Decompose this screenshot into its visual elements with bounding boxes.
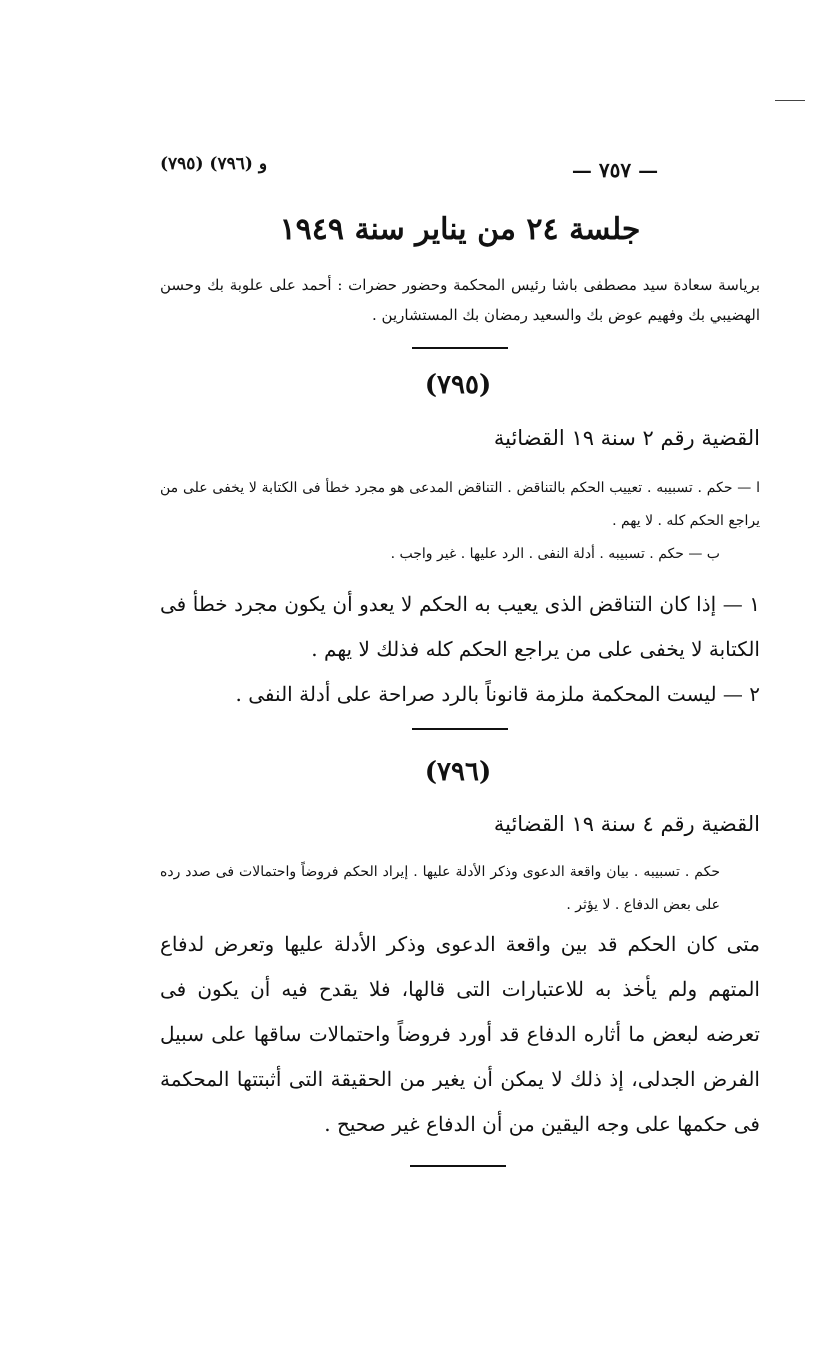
divider-rule <box>410 1165 506 1167</box>
session-title: جلسة ٢٤ من يناير سنة ١٩٤٩ <box>279 212 641 247</box>
page-header <box>160 150 760 190</box>
divider-rule <box>412 347 508 349</box>
page-number: — ٧٥٧ — <box>571 158 659 182</box>
case-795-summary <box>160 472 760 571</box>
case-references: (٧٩٥) و (٧٩٦) <box>160 154 268 174</box>
case-795-principle-1: ١ — إذا كان التناقض الذى يعيب به الحكم لا يعدو أن يكون مجرد خطأ فى الكتابة لا يخفى على من يراجع الحكم كله فذلك لا يهم . <box>160 592 760 661</box>
case-795-body <box>160 582 760 717</box>
case-795-summary-a: ا — حكم . تسبيبه . تعييب الحكم بالتناقض . التناقض المدعى هو مجرد خطأ فى الكتابة لا يخفى على من يراجع الحكم كله . لا يهم . <box>160 480 760 529</box>
case-796-heading: القضية رقم ٤ سنة ١٩ القضائية <box>493 812 760 836</box>
case-795-heading: القضية رقم ٢ سنة ١٩ القضائية <box>493 426 760 450</box>
case-795-number: (٧٩٥) <box>424 370 492 400</box>
case-796-summary <box>160 856 760 922</box>
case-796-body <box>160 922 760 1147</box>
case-796-number: (٧٩٦) <box>424 757 492 787</box>
margin-mark <box>775 100 805 101</box>
case-796-principle: متى كان الحكم قد بين واقعة الدعوى وذكر الأدلة عليها وتعرض لدفاع المتهم ولم يأخذ به للاعتبارات التى قالها، فلا يقدح فيه أن يكون فى تعرضه لبعض ما أثاره الدفاع قد أورد فروضاً واحتمالات ساقها على سبيل الفرض الجدلى، إذ ذلك لا يمكن أن يغير من الحقيقة التى أثبتتها المحكمة فى حكمها على وجه اليقين من أن الدفاع غير صحيح . <box>160 932 760 1136</box>
presidency-paragraph: برياسة سعادة سيد مصطفى باشا رئيس المحكمة وحضور حضرات : أحمد على علوبة بك وحسن الهضيبي بك وفهيم عوض بك والسعيد رمضان بك المستشارين . <box>160 276 760 324</box>
divider-rule <box>412 728 508 730</box>
case-796-summary-text: حكم . تسبيبه . بيان واقعة الدعوى وذكر الأدلة عليها . إيراد الحكم فروضاً واحتمالات فى صدد رده على بعض الدفاع . لا يؤثر . <box>160 864 720 913</box>
case-795-principle-2: ٢ — ليست المحكمة ملزمة قانوناً بالرد صراحة على أدلة النفى . <box>235 682 760 706</box>
case-795-summary-b: ب — حكم . تسبيبه . أدلة النفى . الرد عليها . غير واجب . <box>390 546 720 562</box>
